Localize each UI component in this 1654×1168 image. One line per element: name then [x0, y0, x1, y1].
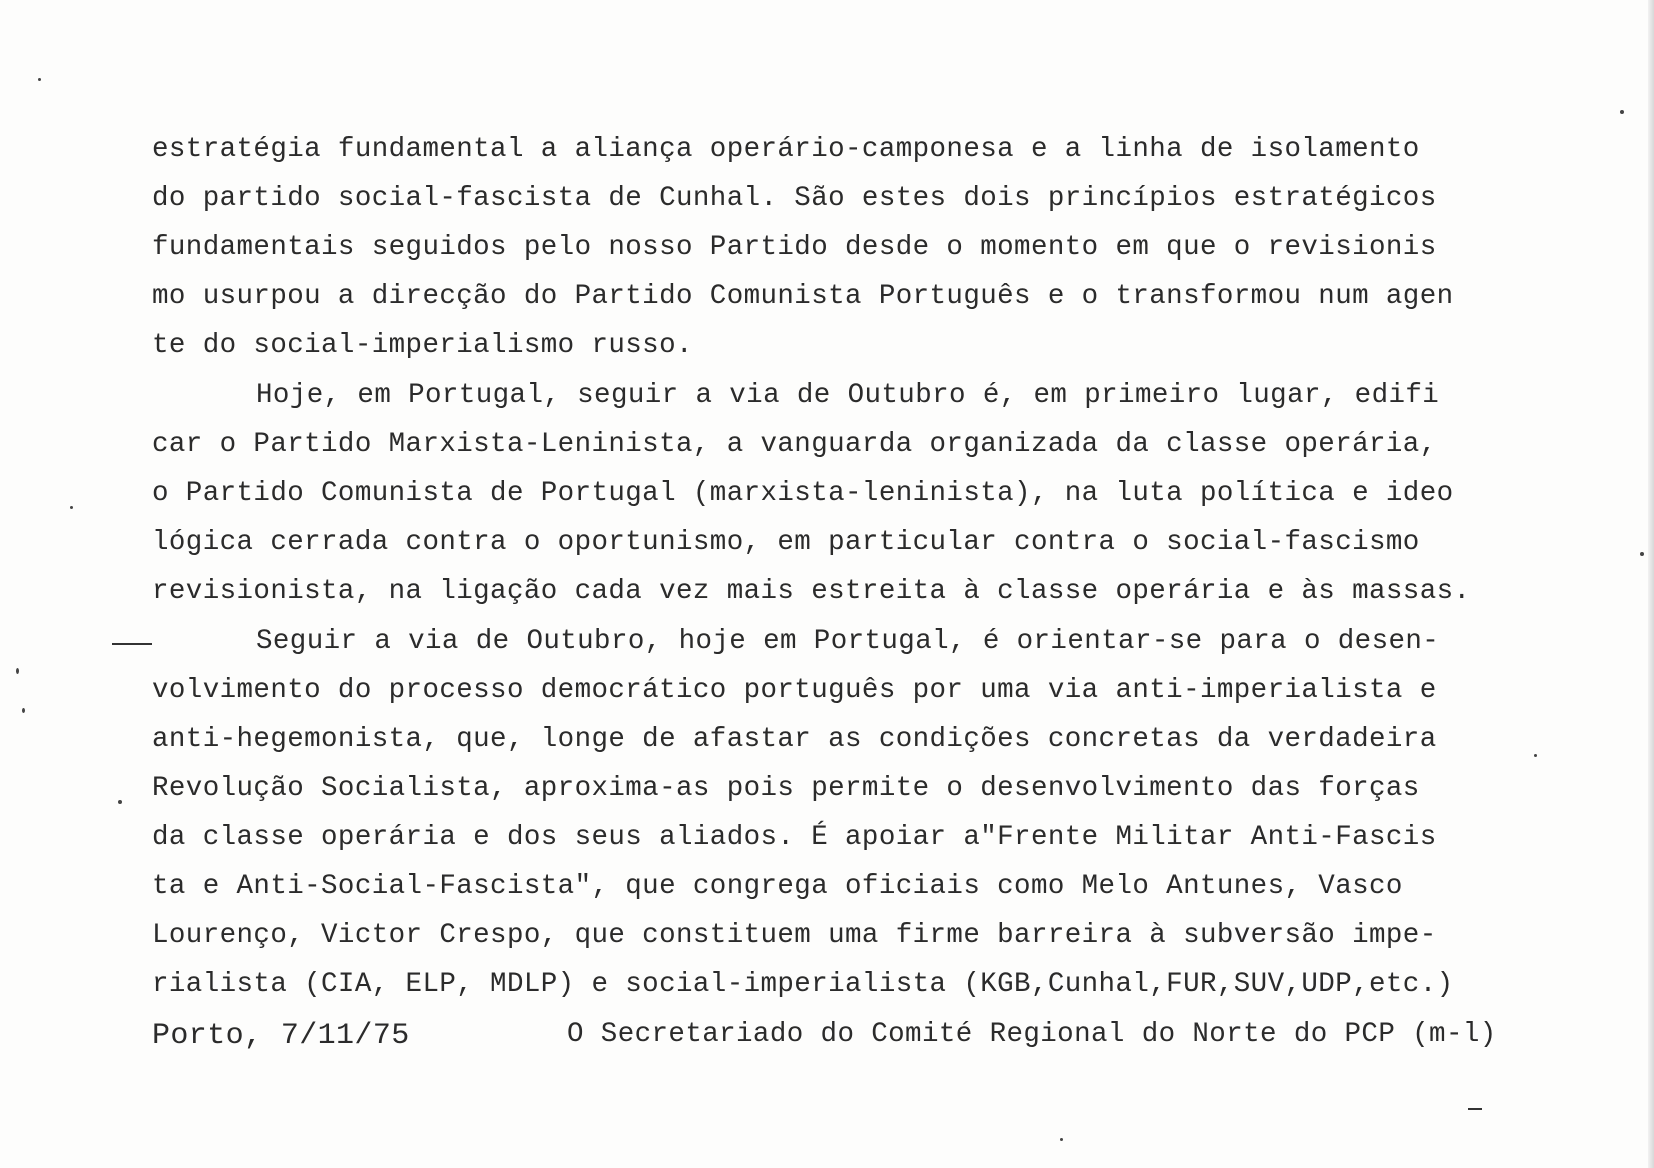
signature-line: O Secretariado do Comité Regional do Norte do PCP (m-l) [567, 1019, 1497, 1050]
text-line: fundamentais seguidos pelo nosso Partido desde o momento em que o revisionis [152, 232, 1437, 263]
text-line: anti-hegemonista, que, longe de afastar as condições concretas da verdadeira [152, 724, 1437, 755]
scan-speck [38, 78, 41, 81]
text-line: Revolução Socialista, aproxima-as pois permite o desenvolvimento das forças [152, 773, 1420, 804]
scan-speck [1640, 552, 1644, 556]
text-line: car o Partido Marxista-Leninista, a vanguarda organizada da classe operária, [152, 429, 1437, 460]
scan-speck [1534, 754, 1537, 757]
text-line: Seguir a via de Outubro, hoje em Portugal, é orientar-se para o desen- [256, 626, 1440, 657]
text-line: da classe operária e dos seus aliados. É apoiar a"Frente Militar Anti-Fascis [152, 822, 1437, 853]
text-line: lógica cerrada contra o oportunismo, em particular contra o social-fascismo [152, 527, 1420, 558]
page-edge-shadow [1648, 0, 1654, 1168]
text-line: Hoje, em Portugal, seguir a via de Outubro é, em primeiro lugar, edifi [256, 380, 1440, 411]
scan-speck [1060, 1138, 1063, 1141]
scan-speck [1620, 110, 1624, 114]
text-line: rialista (CIA, ELP, MDLP) e social-imperialista (KGB,Cunhal,FUR,SUV,UDP,etc.) [152, 969, 1454, 1000]
scan-speck [22, 708, 25, 713]
text-line: volvimento do processo democrático português por uma via anti-imperialista e [152, 675, 1437, 706]
scan-mark [112, 643, 152, 645]
scan-mark [1468, 1108, 1482, 1110]
place-date: Porto, 7/11/75 [152, 1019, 410, 1053]
text-line: ta e Anti-Social-Fascista", que congrega oficiais como Melo Antunes, Vasco [152, 871, 1403, 902]
scan-speck [16, 668, 19, 674]
text-line: Lourenço, Victor Crespo, que constituem uma firme barreira à subversão impe- [152, 920, 1437, 951]
scan-speck [118, 800, 122, 804]
text-line: estratégia fundamental a aliança operário-camponesa e a linha de isolamento [152, 134, 1420, 165]
text-line: mo usurpou a direcção do Partido Comunista Português e o transformou num agen [152, 281, 1454, 312]
text-line: do partido social-fascista de Cunhal. São estes dois princípios estratégicos [152, 183, 1437, 214]
text-line: o Partido Comunista de Portugal (marxista-leninista), na luta política e ideo [152, 478, 1454, 509]
text-line: revisionista, na ligação cada vez mais estreita à classe operária e às massas. [152, 576, 1471, 607]
text-line: te do social-imperialismo russo. [152, 330, 693, 361]
scan-speck [70, 506, 73, 509]
